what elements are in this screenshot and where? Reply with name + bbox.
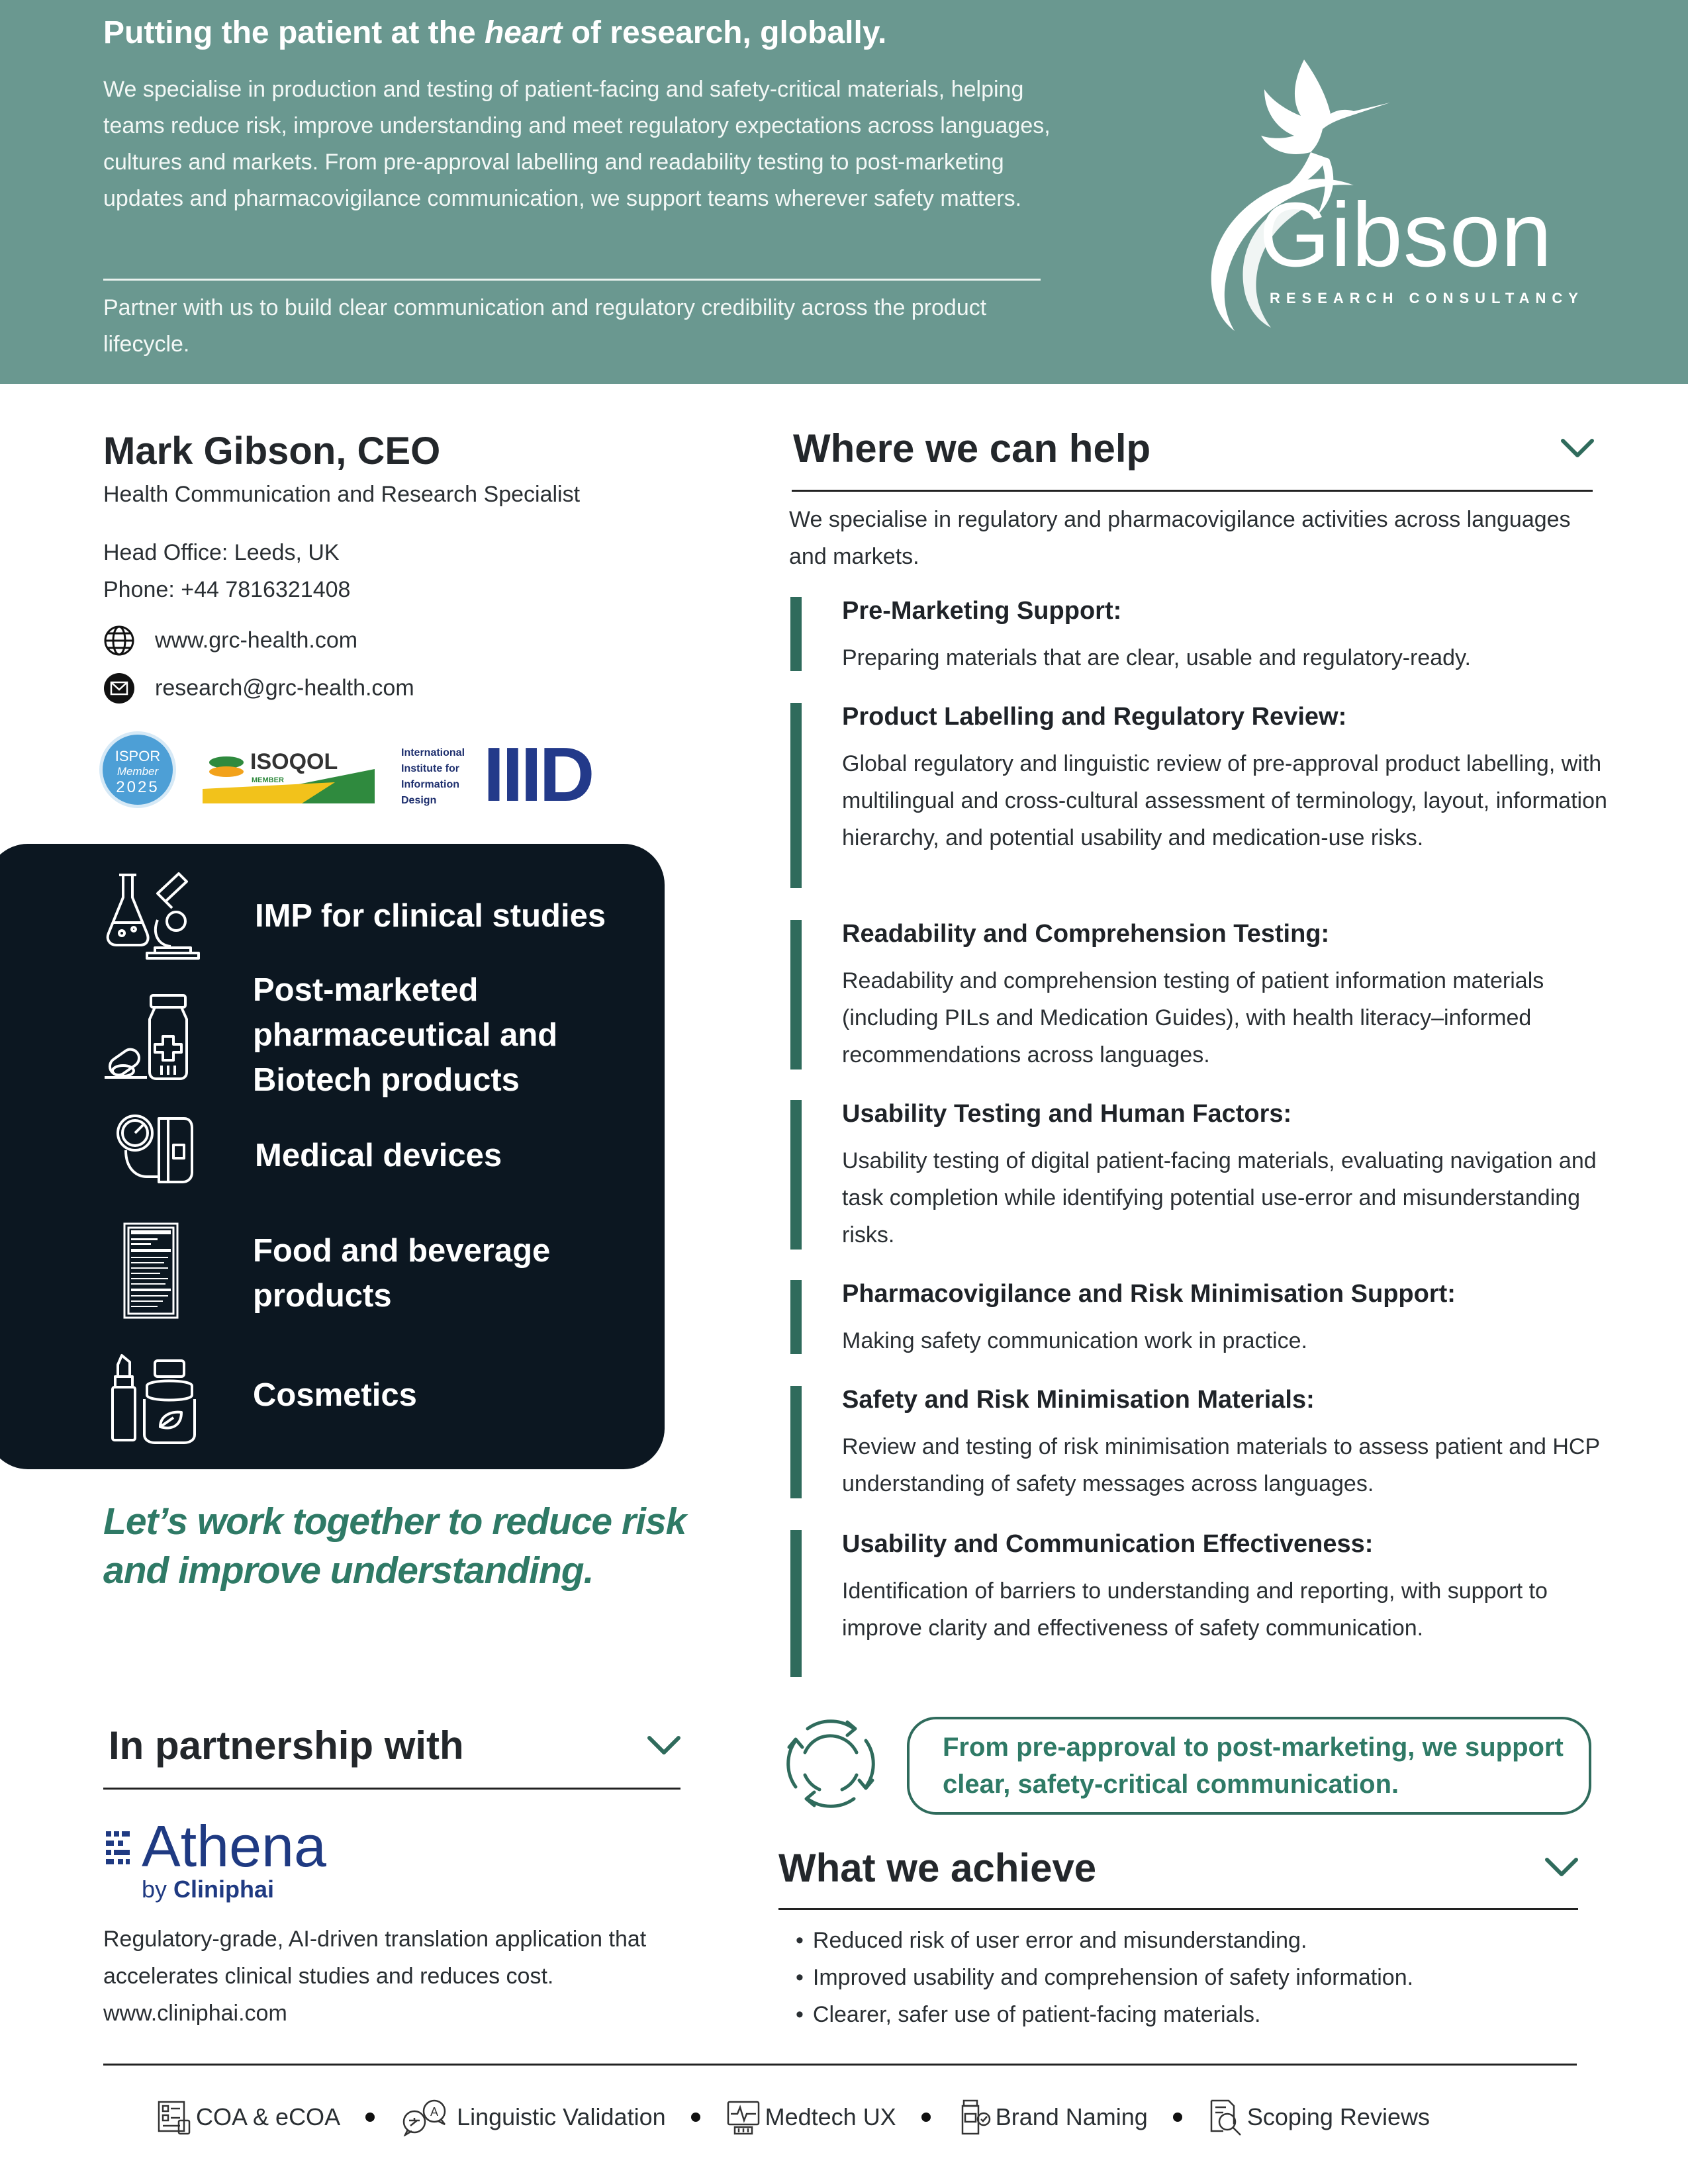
partnership-divider [103, 1788, 680, 1790]
achieve-list [796, 1922, 1590, 2033]
footer-label: Linguistic Validation [457, 2103, 666, 2130]
cliniphai-link[interactable]: www.cliniphai.com [103, 2001, 287, 2026]
sector-label-cosmetics: Cosmetics [253, 1377, 417, 1413]
medicine-bottle-icon [99, 993, 205, 1092]
isoqol-name: ISOQOL [250, 749, 338, 774]
globe-icon [103, 625, 135, 657]
lab-microscope-icon [99, 867, 205, 966]
separator-dot [1173, 2113, 1182, 2122]
ceo-role: Health Communication and Research Specialist [103, 482, 581, 507]
nutrition-label-icon [99, 1221, 205, 1320]
athena-logo-mark [103, 1830, 132, 1870]
list-item: • Reduced risk of user error and misunderstanding. [796, 1922, 1590, 1959]
footer-label: Brand Naming [995, 2103, 1148, 2130]
isoqol-sub: MEMBER [252, 776, 284, 784]
service-description: Making safety communication work in practice. [842, 1328, 1307, 1353]
footer-item-linguistic [400, 2098, 666, 2136]
website-row [103, 625, 357, 657]
service-accent-bar [790, 1100, 802, 1250]
ispor-member-badge: ISPOR Member 2025 [99, 731, 176, 808]
service-description: Readability and comprehension testing of patient information materials (including PILs and Medication Guides), with health literacy–informed recommendations across languages. [842, 968, 1544, 1068]
service-accent-bar [790, 703, 802, 888]
separator-dot [365, 2113, 375, 2122]
footer-services [156, 2093, 1430, 2142]
footer-item-brand-naming [956, 2098, 1148, 2136]
svg-text:A: A [430, 2105, 439, 2118]
cycle-arrows-icon [781, 1714, 880, 1813]
achieve-divider [778, 1908, 1578, 1910]
service-description: Global regulatory and linguistic review of pre-approval product labelling, with multilingual and cross-cultural assessment of terminology, layout, information hierarchy, and potential usability and medication-use risks. [842, 751, 1607, 850]
help-heading: Where we can help [793, 426, 1151, 471]
help-intro: We specialise in regulatory and pharmacovigilance activities across languages and markets. [789, 507, 1571, 569]
service-description: Review and testing of risk minimisation materials to assess patient and HCP understanding of safety messages across languages. [842, 1434, 1600, 1496]
callout-text: From pre-approval to post-marketing, we support clear, safety-critical communication. [943, 1733, 1564, 1799]
footer-label: Scoping Reviews [1246, 2103, 1430, 2130]
separator-dot [921, 2113, 931, 2122]
chevron-down-icon[interactable] [1560, 437, 1595, 459]
phone-number[interactable]: Phone: +44 7816321408 [103, 577, 351, 602]
footer-label: COA & eCOA [196, 2103, 341, 2130]
help-divider [792, 490, 1593, 492]
logo-tagline: RESEARCH CONSULTANCY [1270, 290, 1584, 306]
list-item: • Clearer, safer use of patient-facing materials. [796, 1996, 1590, 2033]
email-row [103, 672, 414, 704]
service-title: Safety and Risk Minimisation Materials: [842, 1386, 1315, 1414]
iiid-logo: IIID [483, 731, 592, 817]
separator-dot [691, 2113, 700, 2122]
website-link[interactable]: www.grc-health.com [155, 627, 358, 653]
logo-wordmark: Gibson [1259, 184, 1553, 286]
athena-byline: by Cliniphai [142, 1876, 275, 1903]
footer-item-scoping [1207, 2098, 1430, 2136]
service-accent-bar [790, 1530, 802, 1677]
service-title: Usability and Communication Effectiveness: [842, 1530, 1374, 1558]
service-title: Pharmacovigilance and Risk Minimisation Support: [842, 1280, 1456, 1308]
service-accent-bar [790, 1280, 802, 1354]
hero-partner-line: Partner with us to build clear communication and regulatory credibility across the product lifecycle. [103, 295, 987, 357]
sector-label-food-beverage: Food and beverage products [253, 1233, 551, 1314]
iiid-name: International Institute for Information Design [401, 747, 465, 806]
chevron-down-icon[interactable] [1544, 1856, 1579, 1878]
document-search-icon [1207, 2098, 1243, 2136]
envelope-icon [103, 672, 135, 704]
partnership-heading: In partnership with [109, 1723, 464, 1768]
service-description: Preparing materials that are clear, usable and regulatory-ready. [842, 645, 1471, 670]
slogan: Let’s work together to reduce risk and improve understanding. [103, 1500, 686, 1592]
service-title: Readability and Comprehension Testing: [842, 920, 1330, 948]
athena-brand: Athena [142, 1813, 326, 1879]
sector-label-imp: IMP for clinical studies [255, 898, 606, 934]
monitor-pulse-icon [726, 2098, 761, 2136]
service-accent-bar [790, 920, 802, 1069]
service-title: Usability Testing and Human Factors: [842, 1100, 1292, 1128]
service-title: Product Labelling and Regulatory Review: [842, 703, 1347, 731]
hero-body: We specialise in production and testing of patient-facing and safety-critical materials, helping teams reduce risk, improve understanding and meet regulatory expectations across languages, cultures and markets. From pre-approval labelling and readability testing to post-marketing updates and pharmacovigilance communication, we support teams wherever safety matters. [103, 77, 1051, 211]
service-title: Pre-Marketing Support: [842, 597, 1122, 625]
footer-item-medtech [726, 2098, 896, 2136]
service-description: Usability testing of digital patient-facing materials, evaluating navigation and task completion while identifying potential use-error and misunderstanding risks. [842, 1148, 1597, 1248]
cosmetics-jar-icon [99, 1350, 205, 1449]
list-item: • Improved usability and comprehension of safety information. [796, 1959, 1590, 1996]
service-accent-bar [790, 1386, 802, 1498]
isoqol-member-badge [203, 743, 375, 806]
hero-divider [103, 279, 1041, 281]
hero-title: Putting the patient at the heart of research, globally. [103, 15, 887, 50]
service-accent-bar [790, 597, 802, 671]
head-office: Head Office: Leeds, UK [103, 540, 340, 565]
achieve-heading: What we achieve [778, 1846, 1097, 1890]
service-description: Identification of barriers to understanding and reporting, with support to improve clarity and effectiveness of safety communication. [842, 1578, 1548, 1641]
chevron-down-icon[interactable] [646, 1734, 682, 1756]
blood-pressure-monitor-icon [99, 1105, 205, 1205]
email-link[interactable]: research@grc-health.com [155, 675, 414, 701]
footer-item-coa [156, 2098, 340, 2136]
footer-divider [103, 2064, 1577, 2066]
product-naming-icon [956, 2098, 992, 2136]
speech-bubbles-icon [400, 2098, 453, 2136]
sector-label-post-marketed: Post-marketed pharmaceutical and Biotech products [253, 972, 558, 1098]
ceo-name: Mark Gibson, CEO [103, 430, 441, 473]
coa-checklist-icon [156, 2098, 192, 2136]
sector-label-medical-devices: Medical devices [255, 1138, 502, 1173]
athena-description: Regulatory-grade, AI-driven translation application that accelerates clinical studies and reduces cost. www.cliniphai.com [103, 1921, 699, 2032]
footer-label: Medtech UX [765, 2103, 896, 2130]
